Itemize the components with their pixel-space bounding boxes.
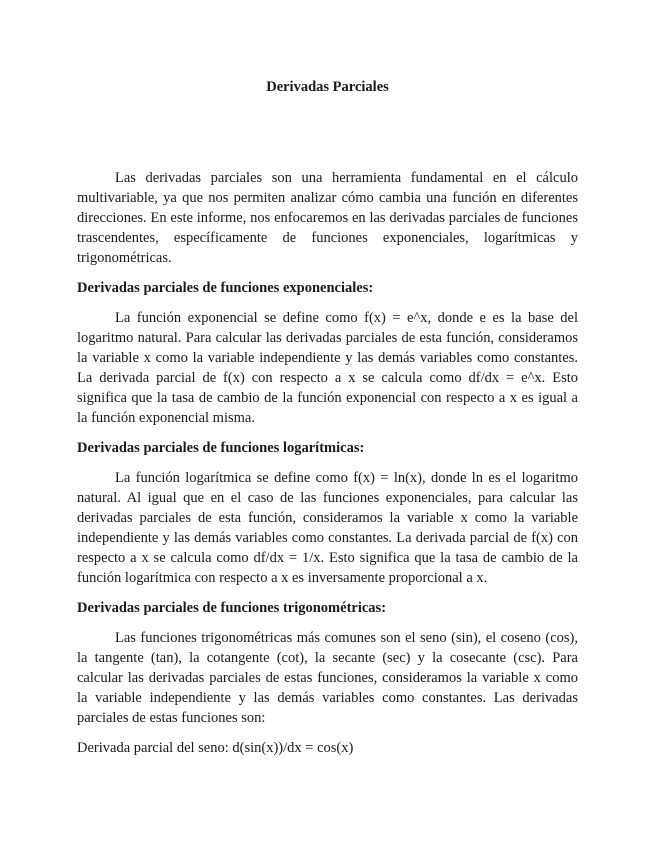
section-body-logarithmic: La función logarítmica se define como f(x) = ln(x), donde ln es el logaritmo natural. Al igual que en el caso de las funciones exponenciales, para calcular las derivadas parciales de esta función, consideramos la variable x como la variable independiente y las demás variables como constantes. La derivada parcial de f(x) con respecto a x se calcula como df/dx = 1/x. Esto significa que la tasa de cambio de la función logarítmica con respecto a x es inversamente proporcional a x. <box>77 470 578 586</box>
page-title: Derivadas Parciales <box>266 79 389 95</box>
intro-paragraph: Las derivadas parciales son una herramienta fundamental en el cálculo multivariable, ya que nos permiten analizar cómo cambia una función en diferentes direcciones. En este informe, nos enfocaremos en las derivadas parciales de funciones trascendentes, específicamente de funciones exponenciales, logarítmicas y trigonométricas. <box>77 170 578 266</box>
formula-line-sine: Derivada parcial del seno: d(sin(x))/dx = cos(x) <box>77 740 354 756</box>
section-body-exponential: La función exponencial se define como f(x) = e^x, donde e es la base del logaritmo natural. Para calcular las derivadas parciales de esta función, consideramos la variable x como la variable independiente y las demás variables como constantes. La derivada parcial de f(x) con respecto a x se calcula como df/dx = e^x. Esto significa que la tasa de cambio de la función exponencial con respecto a x es igual a la función exponencial misma. <box>77 310 578 426</box>
section-heading-logarithmic: Derivadas parciales de funciones logarítmicas: <box>77 440 365 456</box>
document-page <box>77 0 578 848</box>
section-heading-trigonometric: Derivadas parciales de funciones trigonométricas: <box>77 600 387 616</box>
section-heading-exponential: Derivadas parciales de funciones exponenciales: <box>77 280 374 296</box>
section-body-trigonometric: Las funciones trigonométricas más comunes son el seno (sin), el coseno (cos), la tangente (tan), la cotangente (cot), la secante (sec) y la cosecante (csc). Para calcular las derivadas parciales de estas funciones, consideramos la variable x como la variable independiente y las demás variables como constantes. Las derivadas parciales de estas funciones son: <box>77 630 578 726</box>
